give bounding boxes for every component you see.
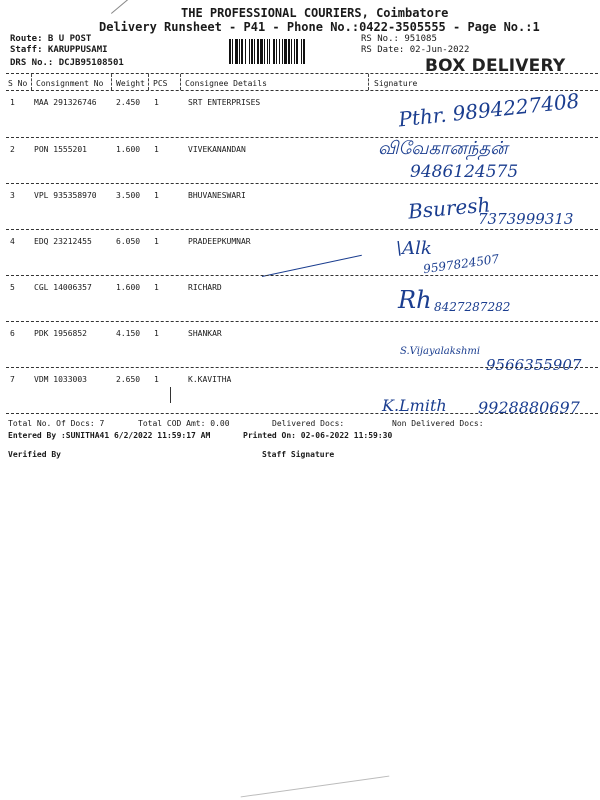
row-divider (6, 321, 598, 322)
pen-mark (170, 387, 171, 403)
barcode-bar (288, 39, 290, 64)
delivered-docs: Delivered Docs: (272, 419, 345, 428)
row-divider (6, 367, 598, 368)
row-weight: 4.150 (116, 329, 141, 338)
signature-2-phone: 9486124575 (410, 162, 519, 182)
row-consignment: MAA 291326746 (34, 98, 97, 107)
row-pcs: 1 (154, 283, 159, 292)
barcode-bar (251, 39, 253, 64)
barcode-bar (282, 39, 283, 64)
signature-3: Bsuresh (407, 192, 492, 224)
barcode-bar (229, 39, 231, 64)
barcode-bar (249, 39, 250, 64)
rs-date: RS Date: 02-Jun-2022 (361, 45, 470, 55)
row-sno: 4 (10, 237, 15, 246)
barcode-bar (279, 39, 280, 64)
col-consignment: Consignment No (36, 79, 104, 88)
runsheet-title: Delivery Runsheet - P41 - Phone No.:0422-3505555 - Page No.:1 (99, 20, 540, 34)
total-docs: Total No. Of Docs: 7 (8, 419, 105, 428)
barcode-bar (296, 39, 298, 64)
row-sno: 6 (10, 329, 15, 338)
barcode (229, 39, 356, 64)
barcode-bar (301, 39, 302, 64)
staff-signature: Staff Signature (262, 450, 335, 459)
staff-label: Staff: KARUPPUSAMI (10, 45, 108, 55)
row-sno: 3 (10, 191, 15, 200)
non-delivered-docs: Non Delivered Docs: (392, 419, 484, 428)
barcode-bar (284, 39, 287, 64)
row-weight: 6.050 (116, 237, 141, 246)
row-divider (6, 413, 598, 414)
col-weight: Weight (116, 79, 145, 88)
row-consignment: VDM 1033003 (34, 375, 87, 384)
col-signature: Signature (374, 79, 418, 88)
row-weight: 1.600 (116, 145, 141, 154)
col-pcs: PCS (153, 79, 168, 88)
row-divider (6, 229, 598, 230)
company-title: THE PROFESSIONAL COURIERS, Coimbatore (181, 6, 449, 20)
row-consignment: EDQ 23212455 (34, 237, 92, 246)
divider (6, 90, 598, 91)
box-delivery-stamp: BOX DELIVERY (425, 56, 566, 76)
barcode-bar (276, 39, 277, 64)
barcode-bar (303, 39, 305, 64)
barcode-bar (291, 39, 292, 64)
rs-number: RS No.: 951085 (361, 34, 437, 44)
signature-6-phone: 9566355907 (486, 356, 582, 374)
row-consignee: K.KAVITHA (188, 375, 232, 384)
signature-2: விவேகானந்தன் (378, 138, 508, 159)
row-sno: 2 (10, 145, 15, 154)
barcode-bar (273, 39, 275, 64)
col-rule (148, 74, 149, 90)
barcode-bar (267, 39, 268, 64)
barcode-bar (294, 39, 295, 64)
row-consignment: VPL 935358970 (34, 191, 97, 200)
col-consignee: Consignee Details (185, 79, 267, 88)
row-consignee: SRT ENTERPRISES (188, 98, 261, 107)
row-consignee: VIVEKANANDAN (188, 145, 246, 154)
row-weight: 2.450 (116, 98, 141, 107)
row-pcs: 1 (154, 145, 159, 154)
row-pcs: 1 (154, 375, 159, 384)
row-pcs: 1 (154, 329, 159, 338)
col-sno: S No (8, 79, 28, 88)
row-consignment: PON 1555201 (34, 145, 87, 154)
scan-artifact (111, 0, 133, 14)
pen-stroke (262, 255, 362, 277)
barcode-bar (254, 39, 255, 64)
row-sno: 7 (10, 375, 15, 384)
row-divider (6, 275, 598, 276)
verified-by: Verified By (8, 450, 61, 459)
signature-4: \Alk (396, 238, 432, 259)
signature-4-phone: 9597824507 (422, 251, 500, 277)
signature-6: S.Vijayalakshmi (400, 346, 481, 357)
row-consignment: PDK 1956852 (34, 329, 87, 338)
row-weight: 2.650 (116, 375, 141, 384)
signature-3-phone: 7373999313 (478, 210, 574, 228)
row-consignee: BHUVANESWARI (188, 191, 246, 200)
signature-5: Rh (398, 286, 432, 314)
barcode-bar (239, 39, 240, 64)
barcode-bar (257, 39, 259, 64)
col-rule (180, 74, 181, 90)
signature-7-phone: 9928880697 (478, 398, 580, 417)
row-consignee: RICHARD (188, 283, 222, 292)
printed-on: Printed On: 02-06-2022 11:59:30 (243, 431, 393, 440)
drs-number: DRS No.: DCJB95108501 (10, 58, 124, 68)
row-divider (6, 183, 598, 184)
row-pcs: 1 (154, 237, 159, 246)
row-sno: 5 (10, 283, 15, 292)
row-pcs: 1 (154, 191, 159, 200)
col-rule (368, 74, 369, 90)
signature-5-phone: 8427287282 (434, 300, 511, 314)
signature-1: Pthr. 9894227408 (397, 88, 581, 132)
signature-7: K.Lmith (382, 396, 447, 415)
total-cod: Total COD Amt: 0.00 (138, 419, 230, 428)
barcode-bar (245, 39, 246, 64)
barcode-bar (269, 39, 270, 64)
col-rule (111, 74, 112, 90)
row-pcs: 1 (154, 98, 159, 107)
divider (6, 73, 598, 74)
barcode-bar (235, 39, 238, 64)
row-consignee: PRADEEPKUMNAR (188, 237, 251, 246)
barcode-bar (260, 39, 263, 64)
row-consignment: CGL 14006357 (34, 283, 92, 292)
scan-artifact (241, 776, 390, 798)
barcode-bar (241, 39, 243, 64)
row-sno: 1 (10, 98, 15, 107)
row-weight: 1.600 (116, 283, 141, 292)
route-label: Route: B U POST (10, 34, 92, 44)
row-divider (6, 137, 598, 138)
barcode-bar (264, 39, 265, 64)
row-consignee: SHANKAR (188, 329, 222, 338)
col-rule (31, 74, 32, 90)
row-weight: 3.500 (116, 191, 141, 200)
entered-by: Entered By :SUNITHA41 6/2/2022 11:59:17 AM (8, 431, 211, 440)
barcode-bar (232, 39, 233, 64)
